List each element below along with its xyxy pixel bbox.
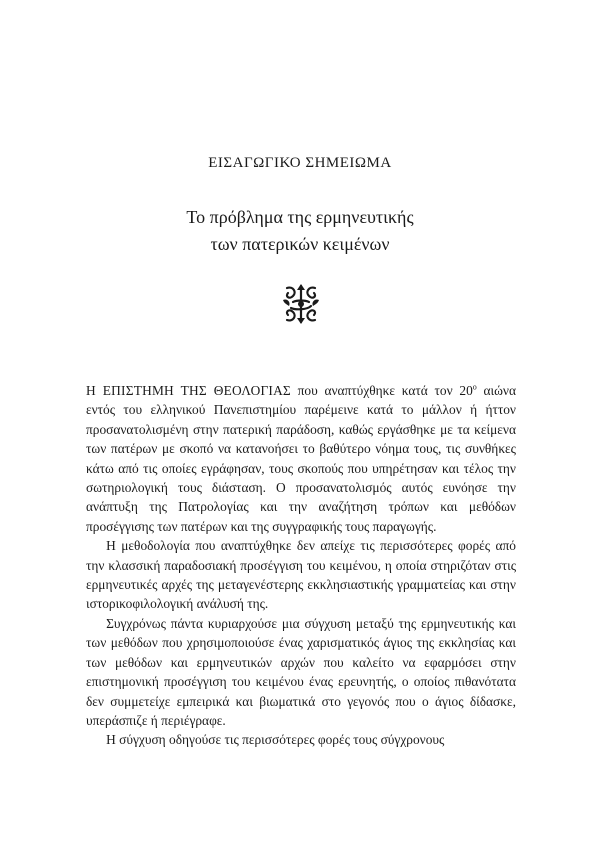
paragraph-4: Η σύγχυση οδηγούσε τις περισσότερες φορές τους σύγχρονους bbox=[106, 732, 445, 748]
paragraph-1-rest: αιώνα εντός του ελληνικού Πανεπιστημίου παρέμεινε κατά το μάλλον ή ήττον προσανατολισμένη στην πατερική παράδοση, καθώς εργάσθηκε με τα κείμενα των πατέρων με σκοπό να κατανοήσει το βαθύτερο νόημα τους, τις συνθήκες κάτω από τις οποίες εγράφησαν, τους σκοπούς που υπηρέτησαν και τέλος την σωτηριολογική τους διάσταση. Ο προσανατολισμός αυτός ευνόησε την ανάπτυξη της Πατρολογίας και την αναζήτηση τρόπων και μεθόδων προσέγγισης των πατέρων και της συγγραφικής τους παραγωγής. bbox=[86, 383, 516, 534]
superscript-ordinal: ο bbox=[472, 382, 477, 392]
lead-caps: Η ΕΠΙΣΤΗΜΗ ΤΗΣ ΘΕΟΛΟΓΙΑΣ bbox=[86, 383, 291, 398]
chapter-title-line-1: Το πρόβλημα της ερμηνευτικής bbox=[186, 207, 414, 227]
paragraph-1 bbox=[86, 381, 516, 536]
paragraph-1-start: που αναπτύχθηκε κατά τον 20 bbox=[290, 383, 473, 398]
chapter-title bbox=[0, 204, 600, 258]
chapter-title-line-2: των πατερικών κειμένων bbox=[210, 234, 390, 254]
paragraph-2: Η μεθοδολογία που αναπτύχθηκε δεν απείχε τις περισσότερες φορές από την κλασσική παραδοσιακή προσέγγιση του κειμένου, η οποία στηριζόταν στις ερμηνευτικές αρχές της μεταγενέστερης εκκλησιαστικής γραμματείας και στην ιστορικοφιλολογική ανάλυσή της. bbox=[86, 538, 516, 612]
body-text bbox=[86, 381, 516, 750]
section-label: ΕΙΣΑΓΩΓΙΚΟ ΣΗΜΕΙΩΜΑ bbox=[208, 155, 392, 171]
paragraph-3: Συγχρόνως πάντα κυριαρχούσε μια σύγχυση μεταξύ της ερμηνευτικής και των μεθόδων που χρησιμοποιούσε ένας χαρισματικός άγιος της εκκλησίας και των μεθόδων και ερμηνευτικών αρχών που καλείτο να εφαρμόσει στην επιστημονική προσέγγιση του κειμένου ένας ερευνητής, ο οποίος πιθανότατα δεν συμμετείχε εμπειρικά και βιωματικά στο γεγονός που ο άγιος δίδασκε, υπεράσπιζε ή περιέγραφε. bbox=[86, 615, 516, 728]
fleuron-ornament-icon bbox=[279, 282, 323, 326]
